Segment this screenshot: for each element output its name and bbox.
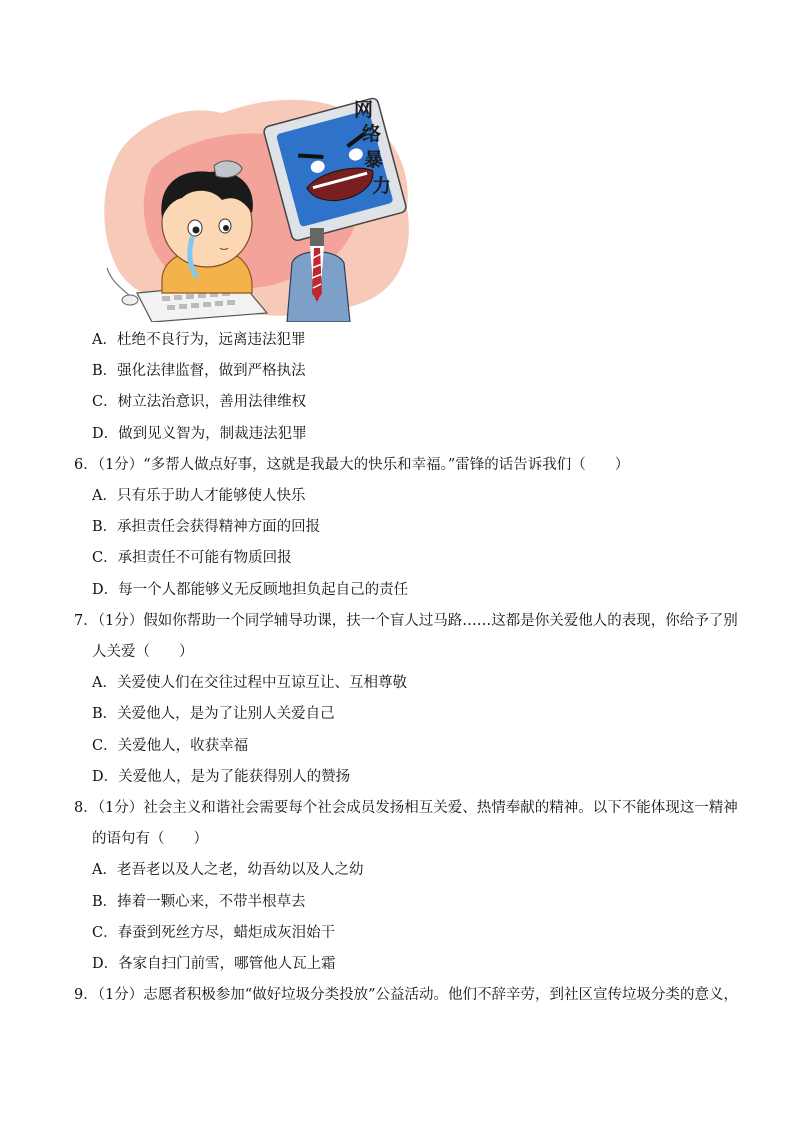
q8-option-a: A．老吾老以及人之老，幼吾幼以及人之幼 [92, 862, 364, 878]
caption-char-2: 络 [362, 123, 382, 145]
q7-stem-line2: 人关爱（ ） [92, 644, 194, 660]
q8-option-b: B．捧着一颗心来，不带半根草去 [92, 894, 306, 910]
q7-option-b: B．关爱他人，是为了让别人关爱自己 [92, 706, 335, 722]
caption-char-4: 力 [372, 175, 392, 197]
q9-stem-line1: 9．（1分）志愿者积极参加“做好垃圾分类投放”公益活动。他们不辞辛劳，到社区宣传垃圾分类的意义， [74, 987, 739, 1003]
q5-option-a: A．杜绝不良行为，远离违法犯罪 [92, 332, 306, 348]
q7-stem-line1: 7．（1分）假如你帮助一个同学辅导功课，扶一个盲人过马路……这都是你关爱他人的表现，你给予了别 [74, 613, 738, 629]
q6-option-c: C．承担责任不可能有物质回报 [92, 550, 292, 566]
caption-char-1: 网 [354, 99, 374, 121]
q6-option-d: D．每一个人都能够义无反顾地担负起自己的责任 [92, 582, 409, 598]
q7-option-c: C．关爱他人，收获幸福 [92, 738, 249, 754]
q6-option-b: B．承担责任会获得精神方面的回报 [92, 519, 321, 535]
q7-option-d: D．关爱他人，是为了能获得别人的赞扬 [92, 769, 351, 785]
q8-stem-line1: 8．（1分）社会主义和谐社会需要每个社会成员发扬相互关爱、热情奉献的精神。以下不能体现这一精神 [74, 800, 738, 816]
q5-option-d: D．做到见义智为，制裁违法犯罪 [92, 426, 307, 442]
q6-stem: 6．（1分）“多帮人做点好事，这就是我最大的快乐和幸福。”雷锋的话告诉我们（ ） [74, 457, 630, 473]
q8-option-c: C．春蚕到死丝方尽，蜡炬成灰泪始干 [92, 925, 336, 941]
q7-option-a: A．关爱使人们在交往过程中互谅互让、互相尊敬 [92, 675, 407, 691]
q8-stem-line2: 的语句有（ ） [92, 831, 208, 847]
caption-char-3: 暴 [364, 149, 384, 171]
q6-option-a: A．只有乐于助人才能够使人快乐 [92, 488, 306, 504]
q5-option-b: B．强化法律监督，做到严格执法 [92, 363, 306, 379]
q5-option-c: C．树立法治意识，善用法律维权 [92, 394, 307, 410]
cyberbullying-illustration [92, 88, 414, 322]
q8-option-d: D．各家自扫门前雪，哪管他人瓦上霜 [92, 956, 336, 972]
